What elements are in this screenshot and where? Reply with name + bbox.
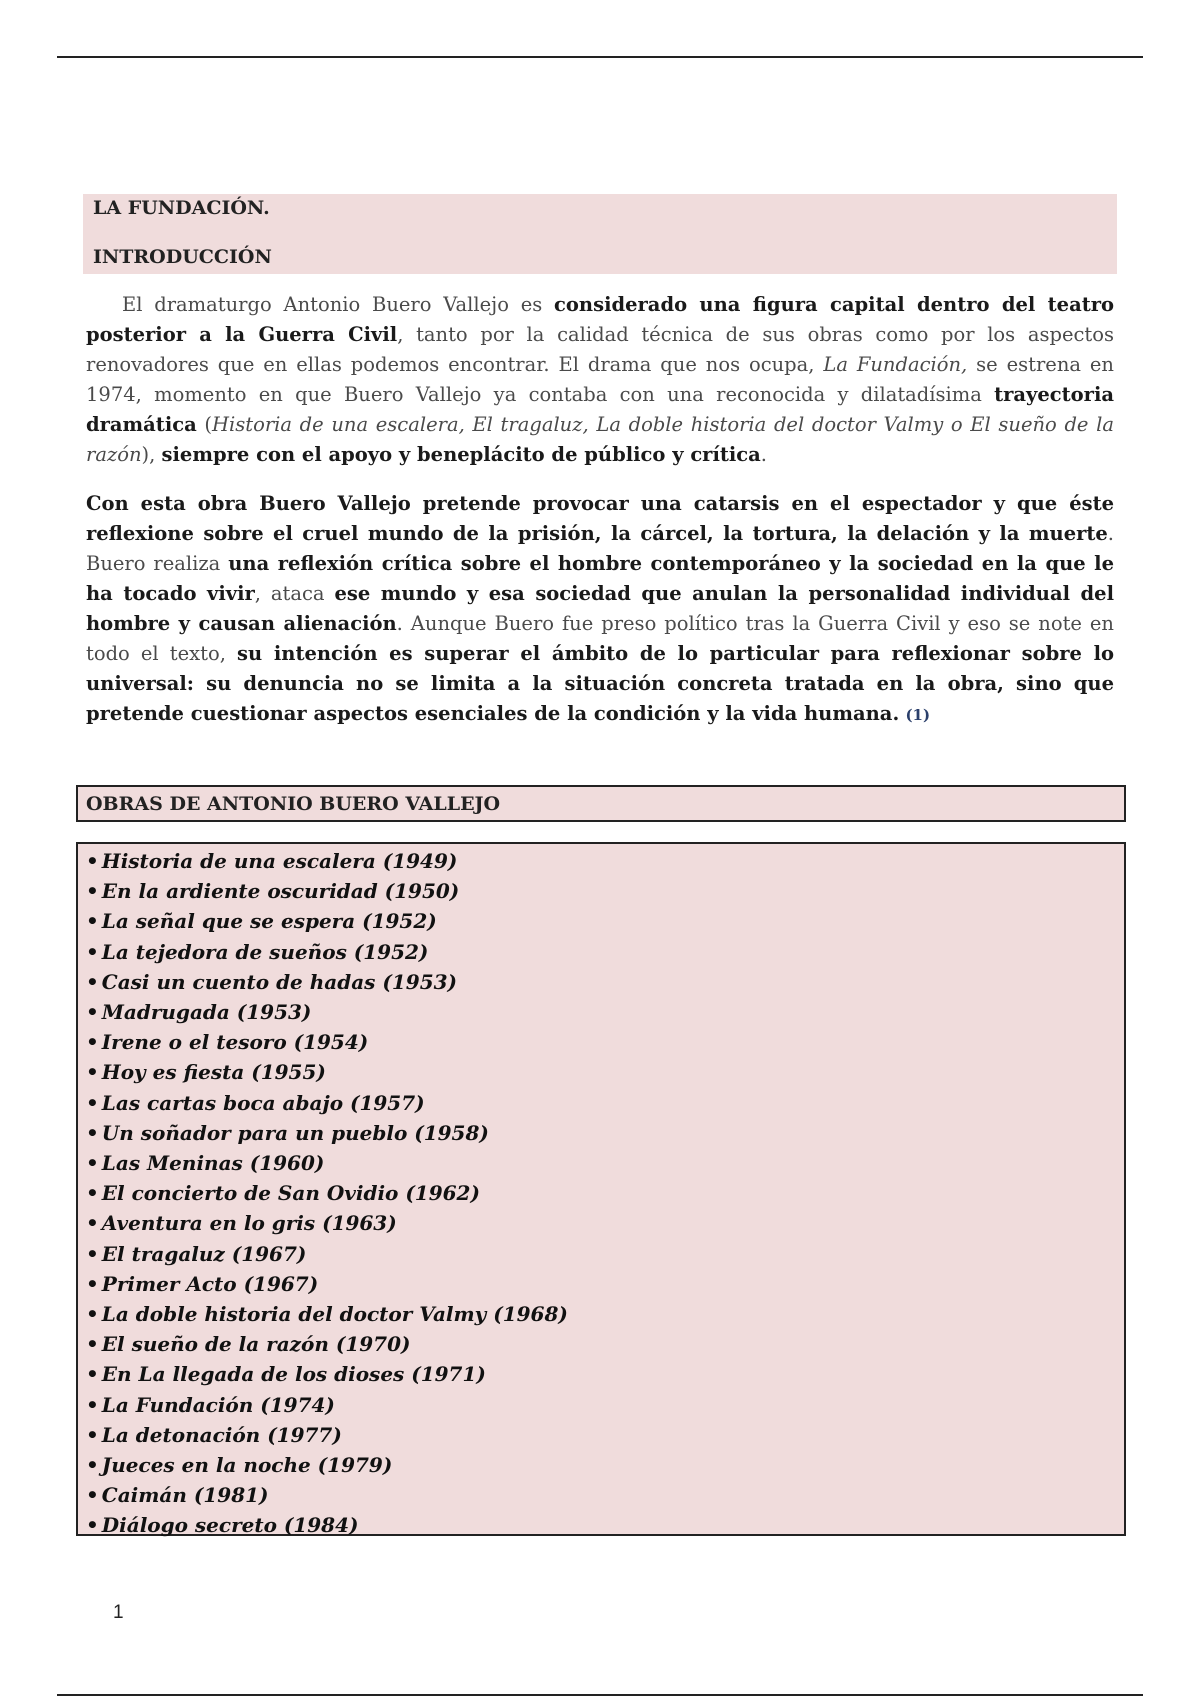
list-item (86, 1178, 1116, 1208)
text-run: . (760, 443, 767, 466)
bullet-icon: • (86, 909, 99, 934)
works-list (76, 842, 1126, 1536)
list-item (86, 1450, 1116, 1480)
work-title: Madrugada (1953) (101, 1000, 312, 1025)
bullet-icon: • (86, 1030, 99, 1055)
bottom-rule (57, 1694, 1143, 1696)
list-item (86, 906, 1116, 936)
list-item (86, 1088, 1116, 1118)
work-title: Un soñador para un pueblo (1958) (101, 1120, 489, 1145)
intro-paragraph-2 (86, 489, 1114, 730)
bold-run: ese mundo y esa sociedad que anulan la personalidad individual del hombre y causan alienación (86, 582, 1114, 635)
bold-run: siempre con el apoyo y beneplácito de público y crítica (161, 443, 761, 466)
heading-box (83, 194, 1117, 274)
work-title: Hoy es fiesta (1955) (101, 1060, 326, 1085)
bold-run: considerado una figura capital dentro del teatro posterior a la Guerra Civil (86, 293, 1114, 346)
footnote-reference[interactable]: (1) (905, 706, 931, 724)
bullet-icon: • (86, 1090, 99, 1115)
list-item (86, 1208, 1116, 1238)
work-title: Las Meninas (1960) (101, 1151, 325, 1176)
list-item (86, 1118, 1116, 1148)
list-item (86, 1390, 1116, 1420)
bullet-icon: • (86, 1000, 99, 1025)
list-item (86, 1148, 1116, 1178)
bold-run: Con esta obra Buero Vallejo pretende provocar una catarsis en el espectador y que éste reflexione sobre el cruel mundo de la prisión, la cárcel, la tortura, la delación y la muerte (86, 492, 1114, 545)
list-item (86, 967, 1116, 997)
list-item (86, 1329, 1116, 1359)
list-item (86, 1420, 1116, 1450)
work-title: El tragaluz (1967) (101, 1241, 307, 1266)
work-title: El concierto de San Ovidio (1962) (101, 1181, 480, 1206)
work-title: Jueces en la noche (1979) (101, 1453, 393, 1478)
list-item (86, 997, 1116, 1027)
work-title: La señal que se espera (1952) (101, 909, 437, 934)
work-title: Las cartas boca abajo (1957) (101, 1090, 425, 1115)
list-item (86, 1510, 1116, 1540)
work-title: Historia de una escalera (1949) (101, 849, 458, 873)
bullet-icon: • (86, 1060, 99, 1085)
work-title: Casi un cuento de hadas (1953) (101, 969, 457, 994)
bullet-icon: • (86, 879, 99, 904)
text-run: ), (141, 443, 162, 466)
bullet-icon: • (86, 1271, 99, 1296)
text-run: . Aunque Buero fue preso político tras la Guerra Civil y eso se note en todo el texto, (86, 612, 1114, 665)
list-item (86, 876, 1116, 906)
bullet-icon: • (86, 939, 99, 964)
list-item (86, 1057, 1116, 1087)
document-title: LA FUNDACIÓN. (93, 197, 270, 219)
bullet-icon: • (86, 1483, 99, 1508)
work-title: La tejedora de sueños (1952) (101, 939, 429, 964)
list-item (86, 937, 1116, 967)
work-title: En la ardiente oscuridad (1950) (101, 879, 460, 904)
work-title: Caimán (1981) (101, 1483, 269, 1508)
page-number: 1 (113, 1602, 124, 1623)
work-title: La Fundación (1974) (101, 1392, 335, 1417)
intro-paragraph-1 (86, 290, 1114, 470)
bullet-icon: • (86, 1392, 99, 1417)
list-item (86, 1269, 1116, 1299)
bold-run: su intención es superar el ámbito de lo particular para reflexionar sobre lo universal: su denuncia no se limita a la situación concreta tratada en la obra, sino que pretende cuestionar aspectos esenciales de la condición y la vida humana. (86, 642, 1114, 725)
work-title: La detonación (1977) (101, 1422, 342, 1447)
text-run: , tanto por la calidad técnica de sus obras como por los aspectos renovadores que en ellas podemos encontrar. El drama que nos ocupa, (86, 323, 1115, 376)
text-run: . Buero realiza (86, 522, 1114, 575)
work-title: La doble historia del doctor Valmy (1968) (101, 1302, 568, 1327)
italic-run: Historia de una escalera, El tragaluz, La doble historia del doctor Valmy o El sueño de la razón (86, 413, 1114, 466)
section-heading: INTRODUCCIÓN (93, 246, 272, 268)
italic-run: La Fundación, (823, 353, 968, 376)
text-run: , ataca (254, 582, 335, 605)
bullet-icon: • (86, 1422, 99, 1447)
bold-run: trayectoria dramática (86, 383, 1114, 436)
top-rule (57, 56, 1143, 58)
list-item (86, 1239, 1116, 1269)
bullet-icon: • (86, 1211, 99, 1236)
text-run: ( (196, 413, 213, 436)
list-item (86, 1480, 1116, 1510)
bullet-icon: • (86, 1151, 99, 1176)
works-title: OBRAS DE ANTONIO BUERO VALLEJO (76, 785, 1126, 822)
work-title: Aventura en lo gris (1963) (101, 1211, 397, 1236)
bullet-icon: • (86, 1241, 99, 1266)
work-title: Irene o el tesoro (1954) (101, 1030, 369, 1055)
work-title: El sueño de la razón (1970) (101, 1332, 411, 1357)
bullet-icon: • (86, 1120, 99, 1145)
text-run: se estrena en 1974, momento en que Buero Vallejo ya contaba con una reconocida y dilatadísima (86, 353, 1114, 406)
list-item (86, 1359, 1116, 1389)
bullet-icon: • (86, 1362, 99, 1387)
list-item (86, 846, 1116, 876)
bullet-icon: • (86, 849, 99, 873)
bullet-icon: • (86, 1302, 99, 1327)
bullet-icon: • (86, 1332, 99, 1357)
bullet-icon: • (86, 1453, 99, 1478)
work-title: En La llegada de los dioses (1971) (101, 1362, 486, 1387)
text-run: El dramaturgo Antonio Buero Vallejo es (122, 293, 555, 316)
work-title: Diálogo secreto (1984) (101, 1513, 359, 1538)
bullet-icon: • (86, 1513, 99, 1538)
bullet-icon: • (86, 969, 99, 994)
list-item (86, 1299, 1116, 1329)
bullet-icon: • (86, 1181, 99, 1206)
bold-run: una reflexión crítica sobre el hombre contemporáneo y la sociedad en la que le ha tocado vivir (86, 552, 1115, 605)
list-item (86, 1027, 1116, 1057)
work-title: Primer Acto (1967) (101, 1271, 319, 1296)
